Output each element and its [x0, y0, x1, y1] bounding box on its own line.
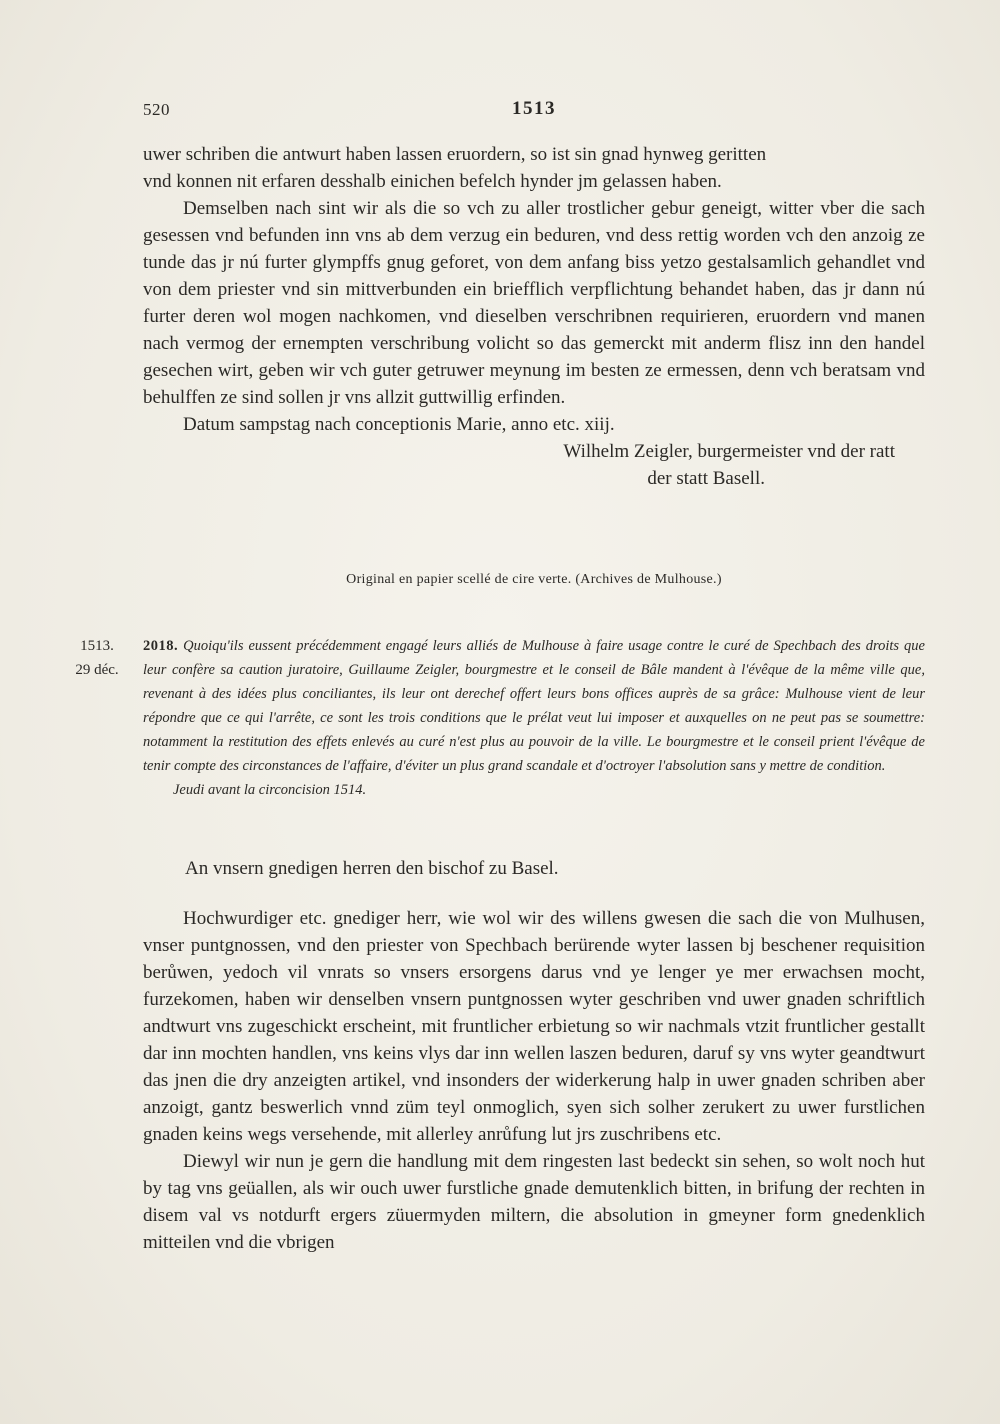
letter-date: Datum sampstag nach conceptionis Marie, anno etc. xiij. [183, 414, 615, 435]
margin-day: 29 déc. [75, 662, 119, 678]
letter-address: An vnsern gnedigen herren den bischof zu Basel. [185, 858, 559, 879]
letter-continuation [143, 141, 925, 492]
letter-paragraph: Hochwurdiger etc. gnediger herr, wie wol wir des willens gwesen die sach die von Mulhusen, vnser puntgnossen, vnd den priester von Spechbach berürende wyter lassen bj beschener requisition berůwen, yedoch vil vnrats so vnsers ersorgens darus vnd ye lenger ye mer erwachsen mocht, furzekomen, haben wir denselben vnsern puntgnossen wyter geschriben vnd uwer gnaden schriftlich andtwurt vns zugeschickt erscheint, mit fruntlicher erbietung so wir nachmals vtzit fruntlicher gestallt dar inn mochten handlen, vns keins vlys dar inn wellen laszen beduren, daruf sy vns wyter geandtwurt das jnen die dry anzeigten artikel, vnd insonders der widerkerung halp in uwer gnaden schriben aber anzoigt, gantz beswerlich vnnd züm teyl onmoglich, syen sich solher zerukert zu uwer furstlichen gnaden keins wegs versehende, mit allerley anrůfung lut jrs zuschribens etc. [143, 908, 925, 1145]
page-header [143, 100, 925, 126]
entry-number: 2018. [143, 638, 179, 654]
margin-year: 1513. [80, 638, 114, 654]
letter-body [143, 905, 925, 1256]
text-line: vnd konnen nit erfaren desshalb einichen befelch hynder jm gelassen haben. [143, 171, 722, 192]
letter-paragraph: Demselben nach sint wir als die so vch zu aller trostlicher gebur geneigt, witter vber die sach gesessen vnd befunden inn vns ab dem verzug ein beduren, vnd dess rettig worden vch den anzoig ze tunde das jr nú furter glympffs gnug geforet, von dem anfang biss yetzo gestalsamlich gehandlet vnd von dem priester vnd sin mittverbunden ein briefflich verpflichtung behandet haben, das jr dann nú furter deren wol mogen nachkomen, vnd dieselben verschribnen requirieren, eruordern vnd manen nach vermog der ernempten verschribung volicht so das gemerckt mit anderm flisz inn den handel gesechen wirt, geben wir vch guter getruwer meynung im besten ze ermessen, denn vch beratsam vnd behulffen ze sind sollen jr vns allzit guttwillig erfinden. [143, 198, 925, 408]
text-line: uwer schriben die antwurt haben lassen eruordern, so ist sin gnad hynweg geritten [143, 144, 767, 165]
page-number: 520 [143, 100, 170, 119]
running-head: 1513 [512, 98, 556, 119]
source-note: Original en papier scellé de cire verte. (Archives de Mulhouse.) [346, 572, 722, 587]
signature-line-2: der statt Basell. [647, 468, 765, 489]
summary-date: Jeudi avant la circoncision 1514. [173, 782, 367, 798]
letter-paragraph: Diewyl wir nun je gern die handlung mit dem ringesten last bedeckt sin sehen, so wolt noch hut by tag vns geüallen, als wir ouch uwer furstliche gnade demutenklich bitten, in brifung der rechten in disem val vs notdurft ergers züuermyden miltern, die absolution in gmeyner form gnedenklich mitteilen vnd die vbrigen [143, 1151, 925, 1253]
summary-text: Quoiqu'ils eussent précédemment engagé leurs alliés de Mulhouse à faire usage contre le curé de Spechbach des droits que leur confère sa caution juratoire, Guillaume Zeigler, bourgmestre et le conseil de Bâle mandent à l'évêque de la même ville que, revenant à des idées plus conciliantes, ils leur ont derechef offert leurs bons offices auprès de sa grâce: Mulhouse vient de leur répondre que ce qui l'arrête, ce sont les trois conditions que le prélat veut lui imposer et auxquelles on ne peut pas se soumettre: notamment la restitution des effets enlevés au curé n'est plus au pouvoir de la ville. Le bourgmestre et le conseil prient l'évêque de tenir compte des circonstances de l'affaire, d'éviter un plus grand scandale et d'octroyer l'absolution sans y mettre de condition. [143, 638, 925, 774]
entry-summary [143, 634, 925, 802]
signature-line-1: Wilhelm Zeigler, burgermeister vnd der ratt [563, 441, 895, 462]
